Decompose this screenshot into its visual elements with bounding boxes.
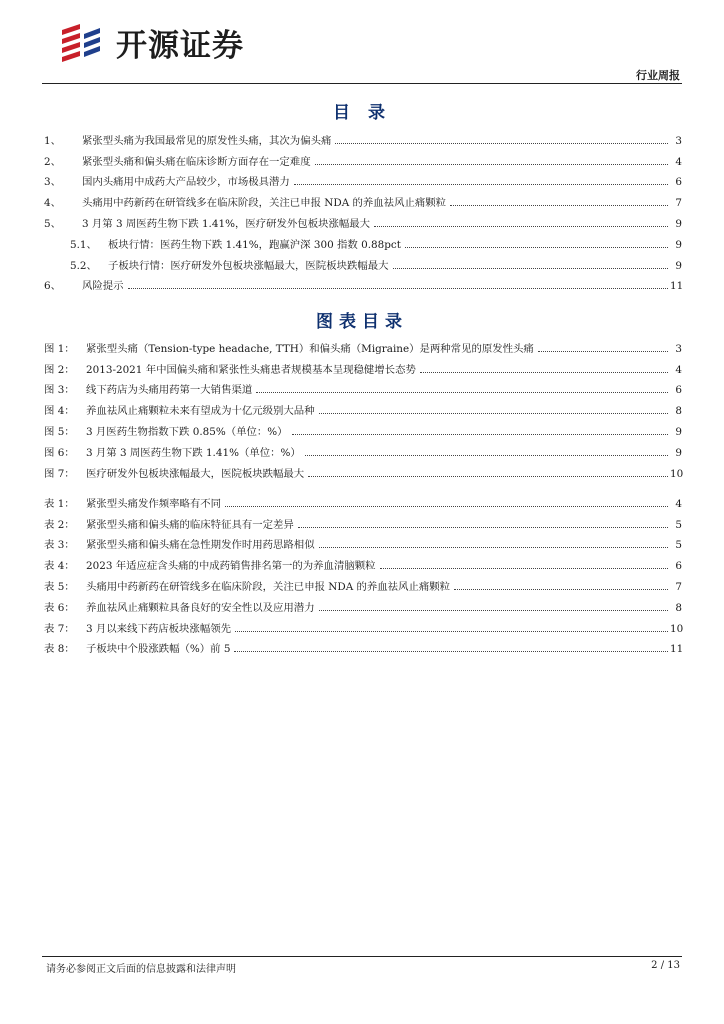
leader-dots <box>308 476 668 477</box>
figure-caption: 3 月医药生物指数下跌 0.85%（单位：%） <box>86 425 288 438</box>
report-type-label: 行业周报 <box>636 69 680 82</box>
footer-divider <box>42 956 682 957</box>
leader-dots <box>405 247 668 248</box>
tables-list <box>44 489 682 655</box>
figure-number: 图 2： <box>44 363 75 376</box>
figure-entry[interactable] <box>44 438 682 459</box>
logo-text: 开源证券 <box>116 27 244 64</box>
table-number: 表 2： <box>44 518 75 531</box>
table-number: 表 5： <box>44 580 75 593</box>
leader-dots <box>315 164 668 165</box>
toc-item-title: 风险提示 <box>82 280 124 293</box>
leader-dots <box>319 610 668 611</box>
figure-caption: 紧张型头痛（Tension-type headache, TTH）和偏头痛（Migraine）是两种常见的原发性头痛 <box>86 342 534 355</box>
toc-item-number: 5、 <box>44 217 62 230</box>
table-page: 5 <box>675 518 682 531</box>
table-entry[interactable] <box>44 510 682 531</box>
table-page: 4 <box>675 497 682 510</box>
toc-item-title: 头痛用中药新药在研管线多在临床阶段，关注已申报 NDA 的养血祛风止痛颗粒 <box>82 197 447 210</box>
table-caption: 紧张型头痛发作频率略有不同 <box>86 497 222 510</box>
figure-entry[interactable] <box>44 396 682 417</box>
table-entry[interactable] <box>44 531 682 552</box>
toc-item-number: 5.1、 <box>70 238 97 251</box>
leader-dots <box>450 205 668 206</box>
toc-item-number: 5.2、 <box>70 259 97 272</box>
figure-entry[interactable] <box>44 334 682 355</box>
table-entry[interactable] <box>44 572 682 593</box>
company-logo <box>56 20 244 64</box>
toc-item-number: 1、 <box>44 134 62 147</box>
table-page: 11 <box>670 643 684 656</box>
toc-item[interactable] <box>44 126 682 147</box>
table-caption: 3 月以来线下药店板块涨幅领先 <box>86 622 231 635</box>
leader-dots <box>235 631 668 632</box>
table-page: 8 <box>675 601 682 614</box>
table-caption: 紧张型头痛和偏头痛的临床特征具有一定差异 <box>86 518 294 531</box>
leader-dots <box>128 288 668 289</box>
leader-dots <box>294 184 668 185</box>
figure-number: 图 4： <box>44 405 75 418</box>
table-entry[interactable] <box>44 614 682 635</box>
toc-item-page: 9 <box>675 238 682 251</box>
leader-dots <box>319 413 668 414</box>
leader-dots <box>420 372 668 373</box>
table-number: 表 7： <box>44 622 75 635</box>
contents-list <box>44 126 682 292</box>
figure-entry[interactable] <box>44 417 682 438</box>
toc-item-title: 子板块行情：医疗研发外包板块涨幅最大，医院板块跌幅最大 <box>108 259 389 272</box>
figure-caption: 线下药店为头痛用药第一大销售渠道 <box>86 384 253 397</box>
toc-item-page: 3 <box>675 134 682 147</box>
figure-page: 9 <box>675 425 682 438</box>
figure-page: 8 <box>675 405 682 418</box>
table-entry[interactable] <box>44 489 682 510</box>
toc-item[interactable] <box>44 209 682 230</box>
figure-entry[interactable] <box>44 459 682 480</box>
toc-item-number: 4、 <box>44 197 62 210</box>
table-page: 6 <box>675 560 682 573</box>
leader-dots <box>292 434 668 435</box>
table-caption: 头痛用中药新药在研管线多在临床阶段，关注已申报 NDA 的养血祛风止痛颗粒 <box>86 580 451 593</box>
toc-item-title: 3 月第 3 周医药生物下跌 1.41%，医疗研发外包板块涨幅最大 <box>82 217 371 230</box>
leader-dots <box>305 455 668 456</box>
toc-item-page: 4 <box>675 155 682 168</box>
table-number: 表 6： <box>44 601 75 614</box>
figure-caption: 医疗研发外包板块涨幅最大，医院板块跌幅最大 <box>86 467 305 480</box>
figure-number: 图 1： <box>44 342 75 355</box>
table-number: 表 1： <box>44 497 75 510</box>
figure-page: 3 <box>675 342 682 355</box>
toc-item-page: 6 <box>675 176 682 189</box>
toc-item[interactable] <box>44 147 682 168</box>
figure-number: 图 5： <box>44 425 75 438</box>
leader-dots <box>380 568 668 569</box>
figure-page: 6 <box>675 384 682 397</box>
table-number: 表 4： <box>44 560 75 573</box>
leader-dots <box>298 527 668 528</box>
leader-dots <box>335 143 668 144</box>
table-page: 7 <box>675 580 682 593</box>
table-entry[interactable] <box>44 593 682 614</box>
table-caption: 紧张型头痛和偏头痛在急性期发作时用药思路相似 <box>86 539 315 552</box>
leader-dots <box>454 589 668 590</box>
page-number: 2 / 13 <box>651 960 680 971</box>
toc-item-page: 7 <box>675 197 682 210</box>
table-entry[interactable] <box>44 635 682 656</box>
toc-item-page: 9 <box>675 259 682 272</box>
header-divider <box>42 83 682 84</box>
toc-item-title: 紧张型头痛和偏头痛在临床诊断方面存在一定难度 <box>82 155 311 168</box>
figure-page: 10 <box>670 467 684 480</box>
figure-entry[interactable] <box>44 355 682 376</box>
table-number: 表 3： <box>44 539 75 552</box>
toc-subitem[interactable] <box>44 251 682 272</box>
leader-dots <box>538 351 668 352</box>
toc-item[interactable] <box>44 168 682 189</box>
toc-item-number: 3、 <box>44 176 62 189</box>
figures-title: 图表目录 <box>316 312 408 332</box>
toc-item-page: 9 <box>675 217 682 230</box>
footer-disclaimer: 请务必参阅正文后面的信息披露和法律声明 <box>46 964 236 975</box>
table-page: 5 <box>675 539 682 552</box>
toc-subitem[interactable] <box>44 230 682 251</box>
table-caption: 2023 年适应症含头痛的中成药销售排名第一的为养血清脑颗粒 <box>86 560 376 573</box>
leader-dots <box>319 547 668 548</box>
figure-number: 图 6： <box>44 446 75 459</box>
figure-caption: 2013-2021 年中国偏头痛和紧张性头痛患者规模基本呈现稳健增长态势 <box>86 363 416 376</box>
leader-dots <box>225 506 668 507</box>
figure-number: 图 7： <box>44 467 75 480</box>
table-number: 表 8： <box>44 643 75 656</box>
toc-item-title: 板块行情：医药生物下跌 1.41%，跑赢沪深 300 指数 0.88pct <box>108 238 401 251</box>
figure-page: 9 <box>675 446 682 459</box>
toc-item-number: 2、 <box>44 155 62 168</box>
table-caption: 养血祛风止痛颗粒具备良好的安全性以及应用潜力 <box>86 601 315 614</box>
table-caption: 子板块中个股涨跌幅（%）前 5 <box>86 643 231 656</box>
figure-caption: 养血祛风止痛颗粒未来有望成为十亿元级别大品种 <box>86 405 315 418</box>
toc-item-title: 紧张型头痛为我国最常见的原发性头痛，其次为偏头痛 <box>82 134 332 147</box>
figure-caption: 3 月第 3 周医药生物下跌 1.41%（单位：%） <box>86 446 301 459</box>
toc-item-title: 国内头痛用中成药大产品较少，市场极具潜力 <box>82 176 290 189</box>
figure-entry[interactable] <box>44 376 682 397</box>
leader-dots <box>256 392 668 393</box>
toc-item-number: 6、 <box>44 280 62 293</box>
table-page: 10 <box>670 622 684 635</box>
toc-item-page: 11 <box>670 280 684 293</box>
figure-page: 4 <box>675 363 682 376</box>
contents-title: 目 录 <box>333 103 391 123</box>
figure-number: 图 3： <box>44 384 75 397</box>
logo-mark-icon <box>56 20 108 64</box>
toc-item[interactable] <box>44 188 682 209</box>
toc-item[interactable] <box>44 272 682 293</box>
leader-dots <box>393 268 668 269</box>
table-entry[interactable] <box>44 551 682 572</box>
leader-dots <box>374 226 668 227</box>
leader-dots <box>234 651 668 652</box>
figures-list <box>44 334 682 480</box>
